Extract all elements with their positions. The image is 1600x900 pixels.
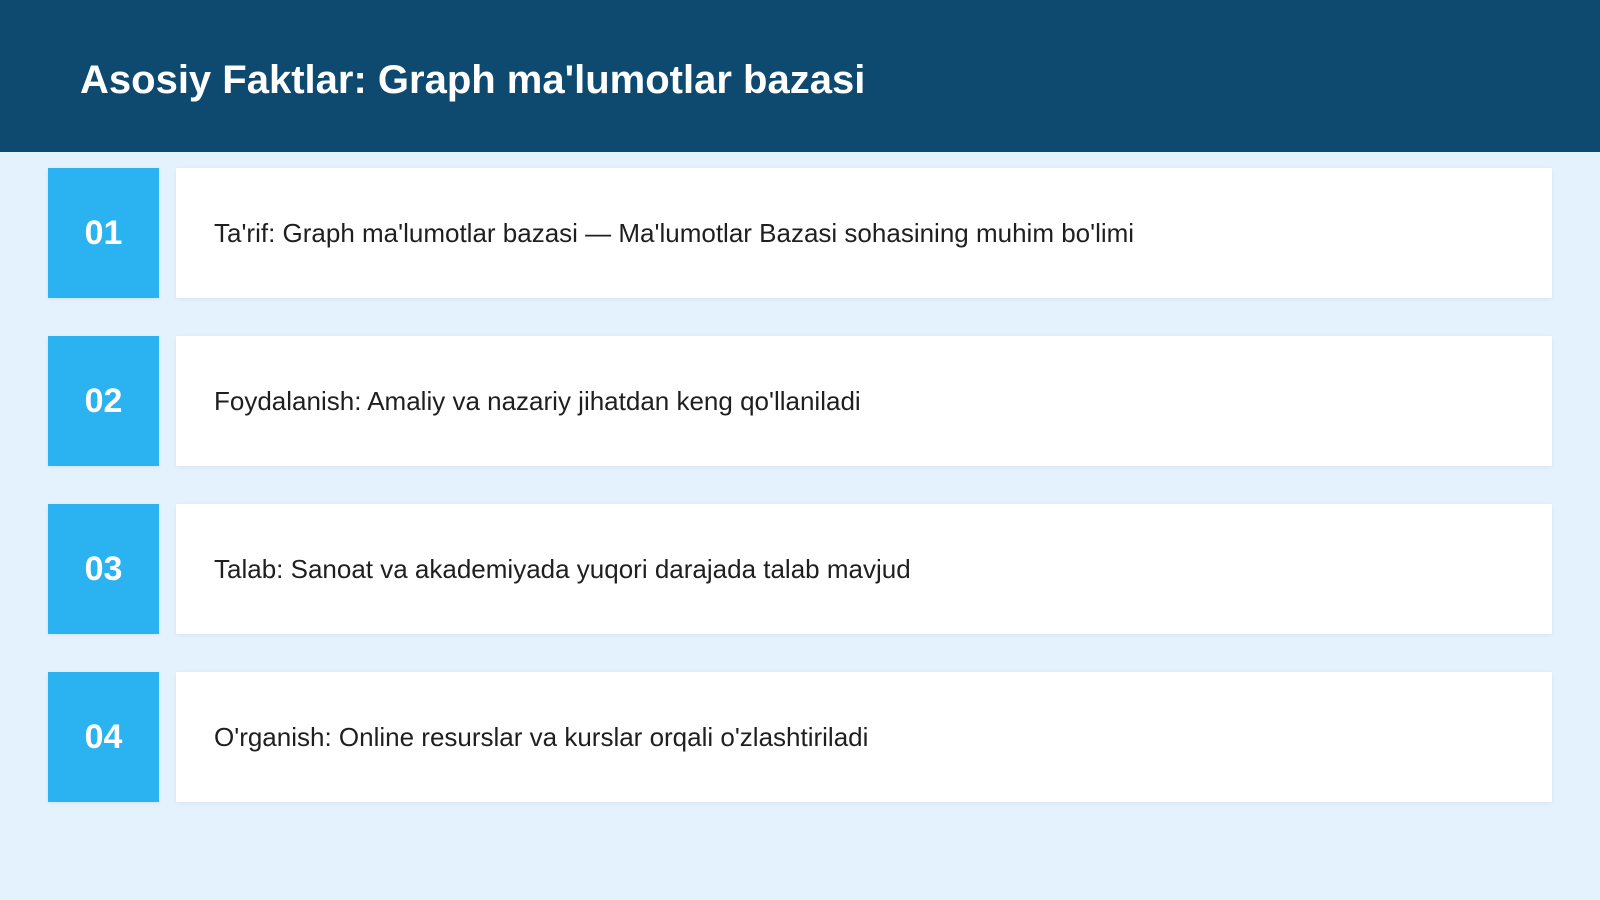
fact-number: 02 — [84, 382, 123, 420]
fact-item — [48, 672, 1552, 802]
fact-item — [48, 168, 1552, 298]
fact-text: Foydalanish: Amaliy va nazariy jihatdan keng qo'llaniladi — [214, 386, 861, 416]
fact-card — [176, 672, 1552, 802]
fact-number-badge — [48, 336, 159, 466]
fact-number: 01 — [84, 214, 123, 252]
fact-item — [48, 504, 1552, 634]
fact-number: 03 — [84, 550, 123, 588]
fact-number: 04 — [84, 718, 123, 756]
fact-number-badge — [48, 672, 159, 802]
fact-text: Talab: Sanoat va akademiyada yuqori darajada talab mavjud — [214, 554, 911, 584]
slide-title: Asosiy Faktlar: Graph ma'lumotlar bazasi — [80, 58, 866, 102]
fact-card — [176, 336, 1552, 466]
fact-card — [176, 504, 1552, 634]
fact-card — [176, 168, 1552, 298]
fact-number-badge — [48, 168, 159, 298]
fact-item — [48, 336, 1552, 466]
fact-number-badge — [48, 504, 159, 634]
fact-text: O'rganish: Online resurslar va kurslar orqali o'zlashtiriladi — [214, 722, 869, 752]
fact-text: Ta'rif: Graph ma'lumotlar bazasi — Ma'lumotlar Bazasi sohasining muhim bo'limi — [214, 218, 1135, 248]
